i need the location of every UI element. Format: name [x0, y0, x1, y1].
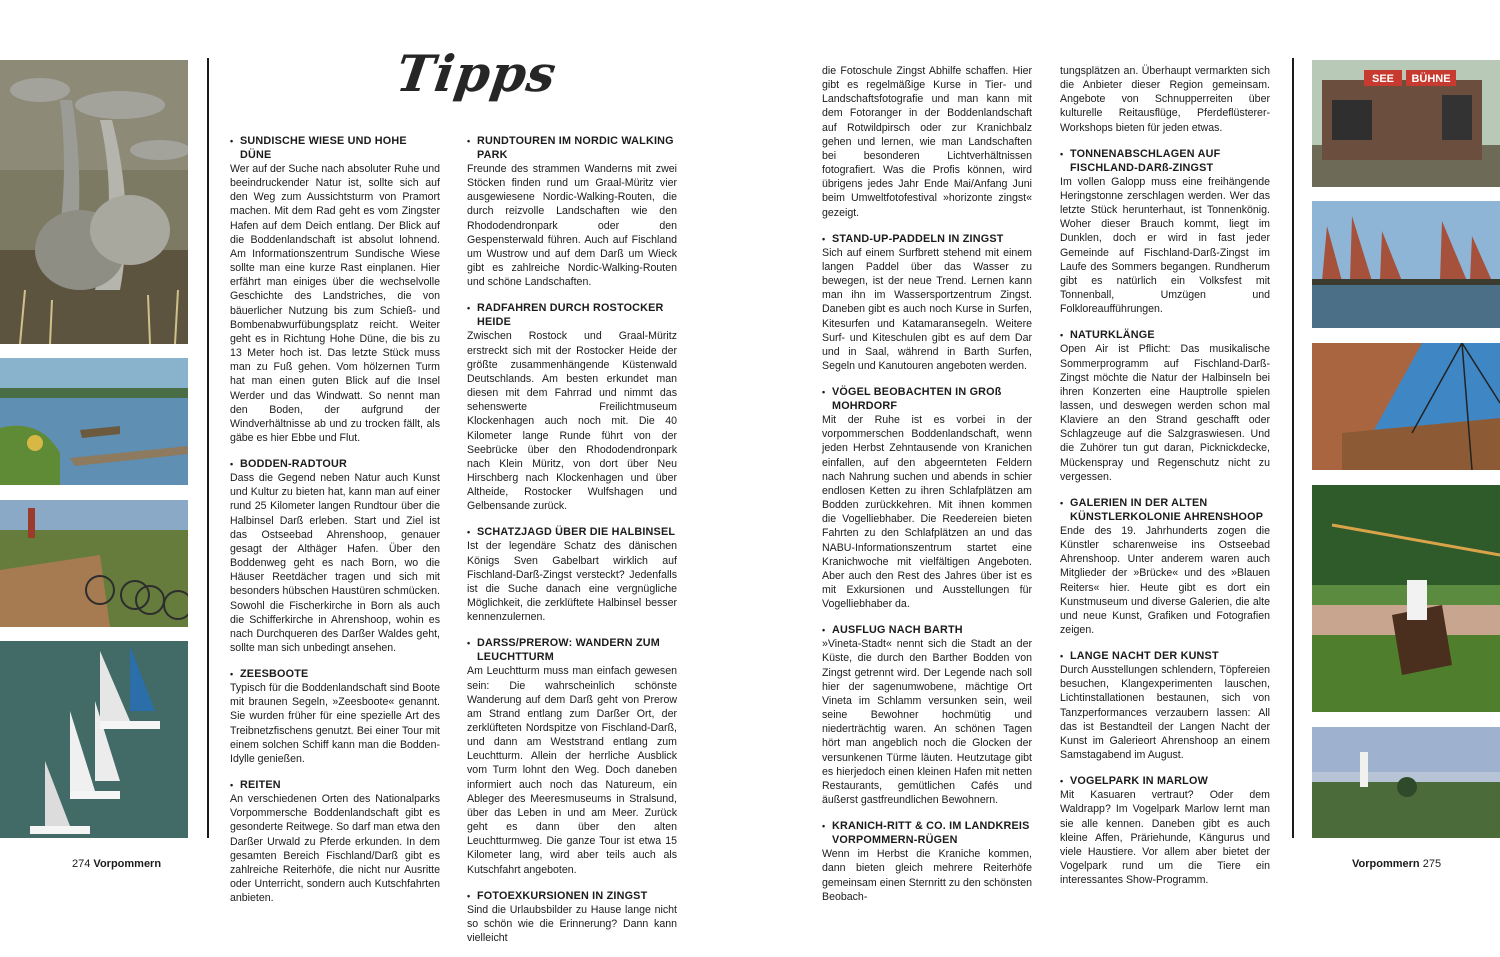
tip-section	[230, 667, 440, 766]
tip-body: Freunde des strammen Wanderns mit zwei Stöcken finden rund um Graal-Müritz vier ausgewiesene Nordic-Walking-Routen, die durch reizvolle Landschaften wie den Rhododendronpark oder den Gespensterwald führen. Auch auf Fischland um Wustrow und auf dem Darß um Wieck gibt es zahlreiche Nordic-Walking-Routen und schöne Landschaften.	[467, 163, 677, 289]
tip-section	[1060, 328, 1270, 484]
tip-heading: • SCHATZJAGD ÜBER DIE HALBINSEL	[467, 526, 676, 539]
tip-body: Wenn im Herbst die Kraniche kommen, dann bieten gleich mehrere Reiterhöfe gemeinsam einen Sternritt zu den schönsten Beobach-	[822, 848, 1032, 903]
tip-section	[1060, 774, 1270, 887]
folio-right	[1352, 858, 1441, 870]
tip-body: Typisch für die Boddenlandschaft sind Boote mit braunen Segeln, »Zeesboote« genannt. Sie wurden früher für eine spezielle Art des Treibnetzfischens genutzt. Bei einer Tour mit einem solchen Schiff kann man die Bodden-Idylle genießen.	[230, 682, 440, 765]
tip-heading: • TONNENABSCHLAGEN AUF FISCHLAND-DARß-ZINGST	[1060, 147, 1221, 174]
tip-section	[467, 301, 677, 513]
tip-heading: • RUNDTOUREN IM NORDIC WALKING PARK	[467, 135, 674, 161]
tip-body: An verschiedenen Orten des Nationalparks Vorpommersche Boddenlandschaft gibt es gesonderte Reitwege. So darf man etwa den Darßer Urwald zu Pferde erkunden. In dem gesamten Bereich Fischland/Darß gibt es zahlreiche Reiterhöfe, die nicht nur Ausritte oder Unterricht, sondern auch Kutschfahrten anbieten.	[230, 793, 440, 905]
photo-seebuehne	[1312, 60, 1500, 187]
section-name: Vorpommern	[93, 858, 162, 870]
column-1	[230, 134, 440, 917]
page-number: 275	[1422, 858, 1442, 870]
photo-boat-deck	[1312, 343, 1500, 470]
tip-heading: • FOTOEXKURSIONEN IN ZINGST	[467, 889, 648, 902]
column-4	[1060, 64, 1270, 899]
tip-heading: • NATURKLÄNGE	[1060, 329, 1155, 342]
tip-body: Im vollen Galopp muss eine freihängende Heringstonne zerschlagen werden. Wer das letzte Stück herunterhaut, ist Tonnenkönig. Woher dieser Brauch kommt, liegt im Dunklen, doch er wird in fast jeder Gemeinde auf Fischland-Darß-Zingst im Laufe des Sommers begangen. Rundherum gibt es natürlich ein Volksfest mit Tonnenball, Umzügen und Folkloreaufführungen.	[1060, 175, 1270, 316]
tip-section	[1060, 649, 1270, 762]
column-2	[467, 134, 677, 957]
photo-jetty	[0, 358, 188, 485]
column-3	[822, 64, 1032, 916]
tip-body: Sich auf einem Surfbrett stehend mit einem langen Paddel über das Wasser zu bewegen, ist der neue Trend. Lernen kann man ihn im Wassersportzentrum Zingst. Daneben gibt es auch noch Kurse in Surfen, Kitesurfen und Katamaransegeln. Weitere Surf- und Kiteschulen gibt es auf dem Dar und in Saal, während in Barth Surfen, Segeln und Kanutouren angeboten werden.	[822, 246, 1032, 372]
tip-section	[230, 134, 440, 445]
tip-heading: • RADFAHREN DURCH ROSTOCKER HEIDE	[467, 302, 664, 329]
tip-body: »Vineta-Stadt« nennt sich die Stadt an der Küste, die durch den Barther Bodden von Zingst getrennt wird. Der Legende nach soll hier der sagenumwobene, mächtige Ort Vineta im Schlamm versunken sein, weil seine Bewohner hochmütig und niederträchtig waren. An schönen Tagen hört man angeblich noch die Glocken der versunkenen Türme läuten. Heutzutage gibt es hierjedoch einen kleinen Hafen mit netten Restaurants, gemütlichen Cafés und äußerst gastfreundlichen Bewohnern.	[822, 638, 1032, 807]
tip-heading: • VOGELPARK IN MARLOW	[1060, 775, 1208, 788]
tip-section	[467, 525, 677, 624]
tip-body: tungsplätzen an. Überhaupt vermarkten sich die Anbieter dieser Region gemeinsam. Angebote von Schnupperreiten über kulturelle Reitausflüge, Pferdeflüsterer-Workshops bieten für jeden etwas.	[1060, 65, 1270, 134]
tip-body: Durch Ausstellungen schlendern, Töpfereien besuchen, Klangexperimenten lauschen, Lichtinstallationen bestaunen, sich von Tanzperformances verzaubern lassen: All das ist Bestandteil der Langen Nacht der Kunst im Galerieort Ahrenshoop an einem Samstagabend im August.	[1060, 664, 1270, 762]
page-title: Tipps	[392, 44, 561, 103]
tip-heading: • GALERIEN IN DER ALTEN KÜNSTLERKOLONIE AHRENSHOOP	[1060, 496, 1264, 523]
tip-body: Ende des 19. Jahrhunderts zogen die Künstler scharenweise ins Ostseebad Ahrenshoop. Unter anderem waren auch Mitglieder der »Brücke« und des »Blauen Reiters« hier. Heute gibt es dort ein Kunstmuseum und diverse Galerien, die alte und neue Kunst, Grafiken und Fotografien zeigen.	[1060, 524, 1270, 636]
tip-body: Mit der Ruhe ist es vorbei in der vorpommerschen Boddenlandschaft, wenn jeden Herbst Zehntausende von Kranichen einfallen, auf den abgeernteten Feldern nach Nahrung suchen und abends in schier endlosen Ketten zu ihren Schlafplätzen am Bodden zurückkehren. Mit ihnen kommen die Vogelliebhaber. Die Reedereien bieten Fahrten zu den Schlafplätzen an und das NABU-Informationszentrum startet eine Kranichwoche mit vielfältigen Angeboten. Aber auch den Rest des Jahres über ist es mit Exkursionen und Ausstellungen für Vogelliebhaber da.	[822, 414, 1032, 611]
tip-section	[1060, 496, 1270, 637]
photo-sailboats	[0, 641, 188, 838]
tip-body: Ist der legendäre Schatz des dänischen Königs Sven Gabelbart wirklich auf Fischland-Darß-Zingst versteckt? Jedenfalls ist die Suche danach eine vergnügliche Möglichkeit, die zerklüftete Halbinsel besser kennenzulernen.	[467, 540, 677, 624]
folio-left	[72, 858, 161, 870]
tip-body: Am Leuchtturm muss man einfach gewesen sein: Die wahrscheinlich schönste Wanderung auf dem Darß geht von Prerow am Strand entlang zum Darßer Ort, der zerklüfteten Nordspitze von Fischland-Darß, und dann am Weststrand entlang zum Leuchtturm. Allein der herrliche Ausblick vom Turm lohnt den Weg. Doch daneben informiert auch noch das Natureum, ein Ableger des Meeresmuseums in Stralsund, über das Leben in und am Meer. Zurück geht es dann über den alten Leuchtturmweg. Die ganze Tour ist etwa 15 Kilometer lang, wird aber teils auch als Kutschfahrt angeboten.	[467, 665, 677, 876]
tip-body: Sind die Urlaubsbilder zu Hause lange nicht so schön wie die Erinnerung? Dann kann vielleicht	[467, 903, 677, 945]
photo-cranes	[0, 60, 188, 344]
section-name: Vorpommern	[1352, 858, 1420, 870]
tip-body: Mit Kasuaren vertraut? Oder dem Waldrapp? Im Vogelpark Marlow lernt man sie alle kennen. Daneben gibt es auch kleine Affen, Präriehunde, Kängurus und viele Haustiere. Vor allem aber bietet der Vogelpark rund um die Tiere ein interessantes Show-Programm.	[1060, 789, 1270, 887]
tip-heading: • KRANICH-RITT & CO. IM LANDKREIS VORPOMMERN-RÜGEN	[822, 820, 1030, 847]
tip-body: Zwischen Rostock und Graal-Müritz erstreckt sich mit der Rostocker Heide der größte zusammenhängende Küstenwald Deutschlands. Am besten erkundet man diesen mit dem Fahrrad und nimmt das sehenswerte Freilichtmuseum Klockenhagen auch noch mit. Die 40 Kilometer lange Runde führt von der Seebrücke über den Rhododendronpark nach Klein Müritz, von dort über Neu Hirschberg nach Klockenhagen und über Altheide, Rostocker Wulfshagen und Gelbensande zurück.	[467, 330, 677, 513]
tip-section	[822, 623, 1032, 807]
tip-section	[822, 385, 1032, 611]
photo-zeesboote-harbor	[1312, 201, 1500, 328]
tip-heading: • STAND-UP-PADDELN IN ZINGST	[822, 232, 1004, 245]
vertical-rule-left	[207, 58, 209, 838]
tip-body: Wer auf der Suche nach absoluter Ruhe und beeindruckender Natur ist, sollte sich auf den Weg zum Aussichtsturm von Pramort machen. Mit dem Rad geht es vom Zingster Hafen auf dem Deich entlang. Der Blick auf die Boddenlandschaft ist absolut lohnend. Am Informationszentrum Sundische Wiese sollte man eine kurze Rast einplanen. Hier erfährt man einiges über die wechselvolle Geschichte des Landstriches, die von bäuerlicher Nutzung bis zum Schieß- und Bombenabwurfübungsplatz reicht. Weiter geht es in Richtung Hohe Düne, die bis zu 13 Meter hoch ist. Das letzte Stück muss man zu Fuß gehen. Vom hölzernen Turm hat man einen guten Blick auf die Insel Werder und das Windwatt. So nennt man den Boden, der aufgrund der Windverhältnisse ab und zu trocken fällt, als gäbe es hier Ebbe und Flut.	[230, 163, 440, 444]
photo-tonnenabschlagen	[1312, 485, 1500, 712]
sign-see: SEE	[1371, 73, 1395, 85]
tip-section	[467, 134, 677, 289]
photo-lighthouse-dune	[1312, 727, 1500, 838]
tip-body: die Fotoschule Zingst Abhilfe schaffen. Hier gibt es regelmäßige Kurse in Tier- und Landschaftsfotografie und man kann mit dem Fotoranger in der Boddenlandschaft auf Rotwildpirsch oder zur Kranichbalz gehen und lernen, wie man Landschaften bei besonderen Lichtverhältnissen fotografiert. Was die Profis können, wird übrigens jedes Jahr Ende Mai/Anfang Juni beim Umweltfotofestival »horizonte zingst« gezeigt.	[822, 65, 1032, 219]
tip-section	[467, 889, 677, 945]
tip-section	[822, 64, 1032, 220]
tip-heading: • LANGE NACHT DER KUNST	[1060, 650, 1219, 663]
tip-section	[822, 819, 1032, 904]
tip-heading: • VÖGEL BEOBACHTEN IN GROß MOHRDORF	[822, 386, 1002, 413]
tip-section	[230, 778, 440, 905]
tip-section	[1060, 64, 1270, 135]
tip-heading: • DARSS/PREROW: WANDERN ZUM LEUCHTTURM	[467, 637, 660, 664]
tip-heading: • REITEN	[230, 779, 281, 792]
tip-heading: • ZEESBOOTE	[230, 668, 309, 681]
tip-heading: • SUNDISCHE WIESE UND HOHE DÜNE	[230, 135, 407, 161]
tip-body: Dass die Gegend neben Natur auch Kunst und Kultur zu bieten hat, kann man auf einer rund 25 Kilometer langen Rundtour über die Halbinsel Darß erleben. Start und Ziel ist das Ostseebad Ahrenshoop, genauer gesagt der Althäger Hafen. Über den Boddenweg geht es nach Born, wo die Häuser Reetdächer tragen und sich mit besonders hübschen Haustüren schmücken. Sowohl die Fischerkirche in Born als auch die Schifferkirche in Ahrenshoop, wohin es nach Durchqueren des Darßer Waldes geht, sollte man sich unbedingt ansehen.	[230, 472, 440, 654]
tip-section	[467, 636, 677, 876]
tip-heading: • BODDEN-RADTOUR	[230, 458, 347, 471]
tip-section	[230, 457, 440, 655]
tip-section	[1060, 147, 1270, 317]
page-number: 274	[72, 858, 91, 870]
tip-heading: • AUSFLUG NACH BARTH	[822, 624, 963, 637]
tip-body: Open Air ist Pflicht: Das musikalische Sommerprogramm auf Fischland-Darß-Zingst möchte die Natur der Halbinseln bei ihren Konzerten eine Hauptrolle spielen lassen, und deswegen werden schon mal Klaviere an den Strand geschafft oder Schlagzeuge auf die Salzgraswiesen. Und die Zuhörer tun gut daran, Picknickdecke, Mückenspray und Regenschutz nicht zu vergessen.	[1060, 343, 1270, 483]
sign-buehne: BÜHNE	[1411, 73, 1451, 85]
photo-lighthouse-bikes	[0, 500, 188, 627]
vertical-rule-right	[1292, 58, 1294, 838]
tip-section	[822, 232, 1032, 373]
